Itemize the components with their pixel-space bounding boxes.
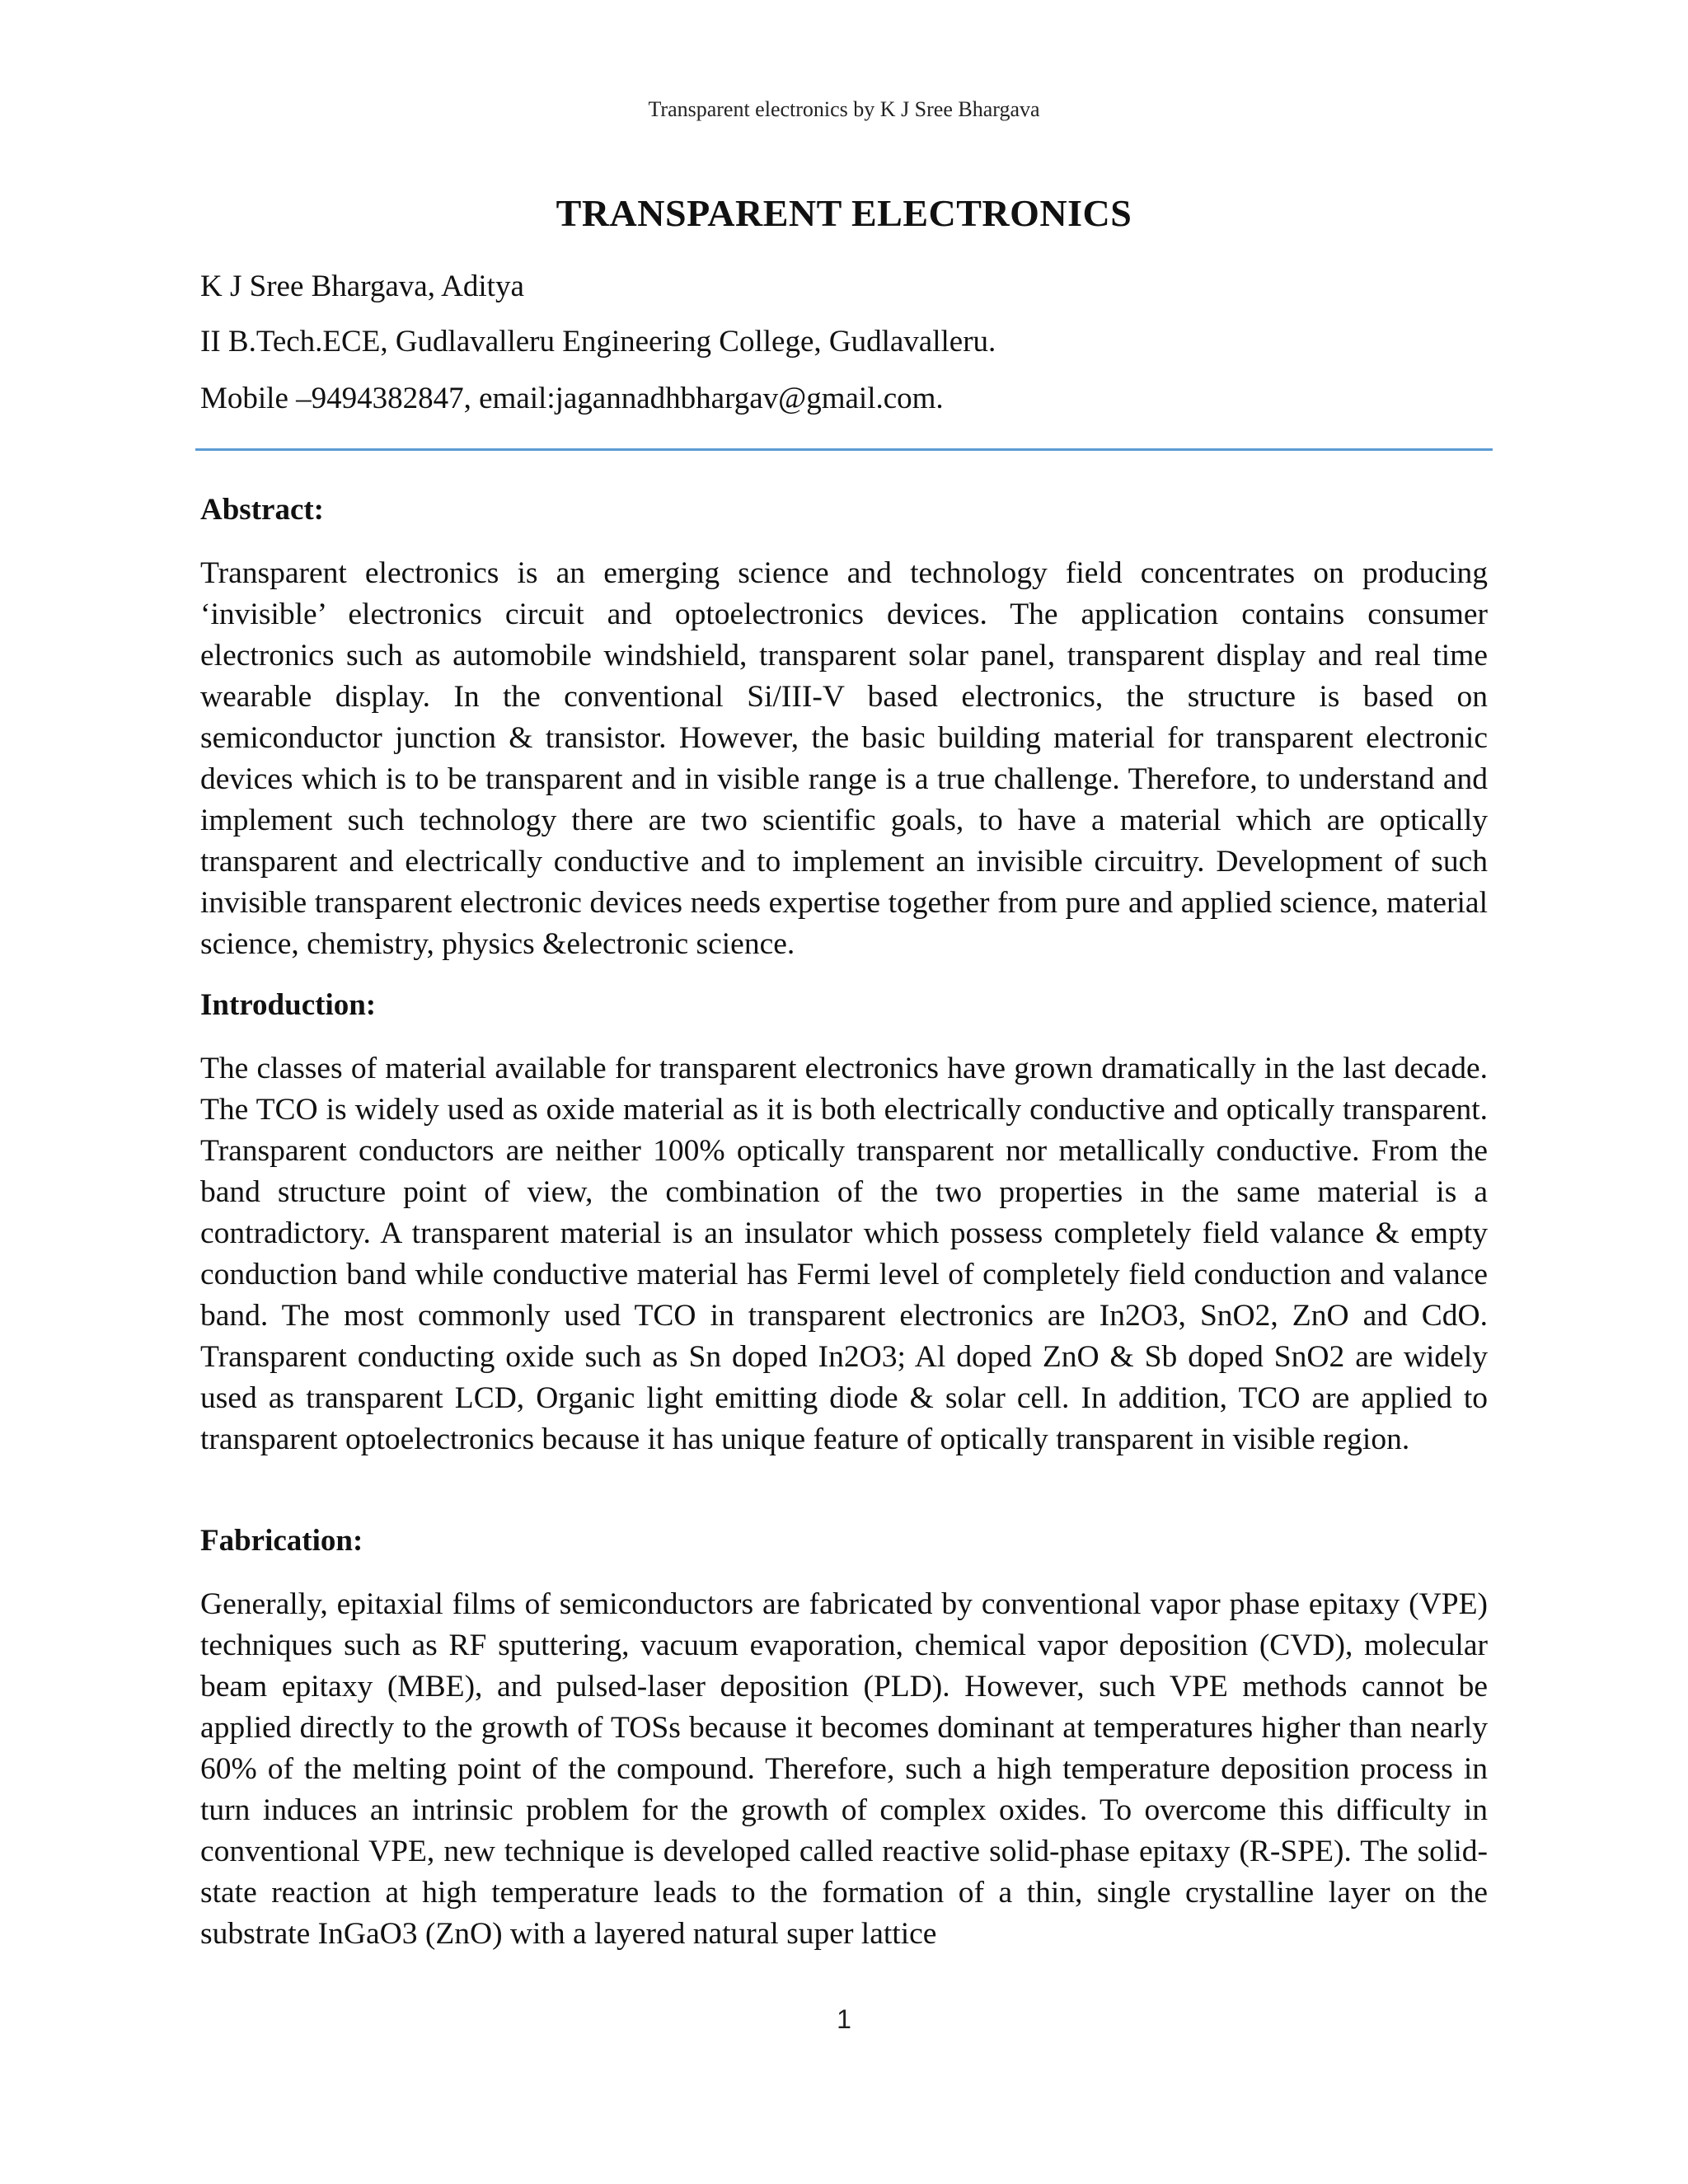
paper-title: TRANSPARENT ELECTRONICS — [556, 192, 1132, 234]
introduction-heading: Introduction: — [200, 988, 377, 1022]
header-divider — [195, 448, 1493, 451]
fabrication-text: Generally, epitaxial films of semiconductors are fabricated by conventional vapor phase epitaxy (VPE) techniques such as RF sputtering, vacuum evaporation, chemical vapor deposition (CVD), molecular beam epitaxy (MBE), and pulsed-laser deposition (PLD). However, such VPE methods cannot be applied directly to the growth of TOSs because it becomes dominant at temperatures higher than nearly 60% of the melting point of the compound. Therefore, such a high temperature deposition process in turn induces an intrinsic problem for the growth of complex oxides. To overcome this difficulty in conventional VPE, new technique is developed called reactive solid-phase epitaxy (R-SPE). The solid-state reaction at high temperature leads to the formation of a thin, single crystalline layer on the substrate InGaO3 (ZnO) with a layered natural super lattice — [200, 1587, 1488, 1951]
author-affiliation: II B.Tech.ECE, Gudlavalleru Engineering College, Gudlavalleru. — [200, 325, 996, 359]
author-contact: Mobile –9494382847, email:jagannadhbhargav@gmail.com. — [200, 382, 944, 415]
author-names: K J Sree Bhargava, Aditya — [200, 269, 524, 303]
fabrication-heading: Fabrication: — [200, 1524, 363, 1558]
abstract-heading: Abstract: — [200, 493, 325, 527]
running-header: Transparent electronics by K J Sree Bhargava — [648, 97, 1040, 121]
abstract-text: Transparent electronics is an emerging science and technology field concentrates on producing ‘invisible’ electronics circuit and optoelectronics devices. The application contains consumer electronics such as automobile windshield, transparent solar panel, transparent display and real time wearable display. In the conventional Si/III-V based electronics, the structure is based on semiconductor junction & transistor. However, the basic building material for transparent electronic devices which is to be transparent and in visible range is a true challenge. Therefore, to understand and implement such technology there are two scientific goals, to have a material which are optically transparent and electrically conductive and to implement an invisible circuitry. Development of such invisible transparent electronic devices needs expertise together from pure and applied science, material science, chemistry, physics &electronic science. — [200, 556, 1488, 961]
introduction-text: The classes of material available for transparent electronics have grown dramatically in the last decade. The TCO is widely used as oxide material as it is both electrically conductive and optically transparent. Transparent conductors are neither 100% optically transparent nor metallically conductive. From the band structure point of view, the combination of the two properties in the same material is a contradictory. A transparent material is an insulator which possess completely field valance & empty conduction band while conductive material has Fermi level of completely field conduction and valance band. The most commonly used TCO in transparent electronics are In2O3, SnO2, ZnO and CdO. Transparent conducting oxide such as Sn doped In2O3; Al doped ZnO & Sb doped SnO2 are widely used as transparent LCD, Organic light emitting diode & solar cell. In addition, TCO are applied to transparent optoelectronics because it has unique feature of optically transparent in visible region. — [200, 1052, 1488, 1456]
page-number: 1 — [837, 2004, 851, 2034]
